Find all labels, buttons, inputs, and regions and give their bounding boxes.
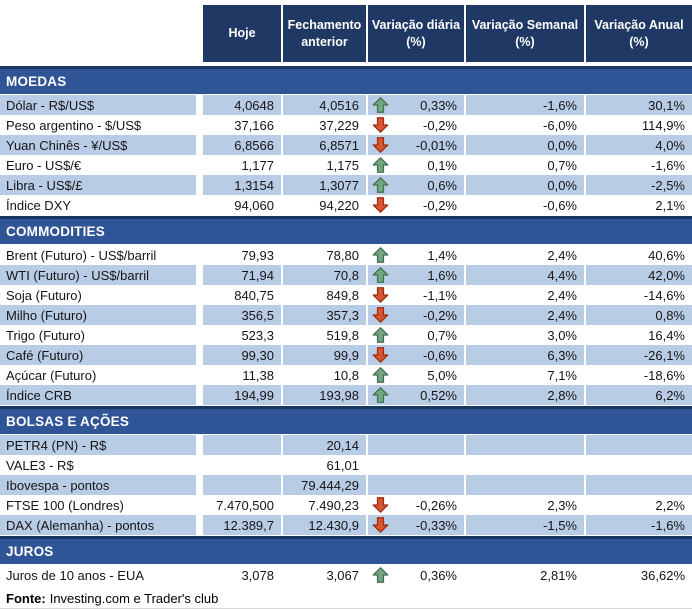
cell-variacao-anual: -1,6% xyxy=(651,157,685,173)
row-label: Juros de 10 anos - EUA xyxy=(0,565,203,585)
cell-variacao-anual: 42,0% xyxy=(586,265,692,285)
cell-hoje: 37,166 xyxy=(203,115,283,135)
variacao-diaria-value: 0,7% xyxy=(427,327,457,343)
cell-variacao-anual: 0,8% xyxy=(586,305,692,325)
cell-variacao-semanal xyxy=(466,455,586,475)
cell-fechamento-anterior: 79.444,29 xyxy=(283,475,368,495)
col-header-hoje: Hoje xyxy=(203,5,283,62)
cell-variacao-anual xyxy=(586,475,692,495)
cell-fechamento-anterior: 357,3 xyxy=(283,305,368,325)
cell-hoje: 840,75 xyxy=(203,285,283,305)
cell-fechamento-anterior: 20,14 xyxy=(283,435,368,455)
up-arrow-icon xyxy=(372,97,389,114)
table-row xyxy=(0,305,692,325)
table-row xyxy=(0,565,692,585)
up-arrow-icon xyxy=(372,327,389,344)
row-label: FTSE 100 (Londres) xyxy=(0,495,203,515)
row-label: DAX (Alemanha) - pontos xyxy=(0,515,203,535)
cell-variacao-diaria xyxy=(368,195,466,215)
cell-variacao-anual: 6,2% xyxy=(586,385,692,405)
cell-variacao-diaria xyxy=(368,245,466,265)
section-header-commodities xyxy=(0,216,692,244)
cell-fechamento-anterior: 4,0516 xyxy=(283,95,368,115)
col-header-variacao-anual: Variação Anual (%) xyxy=(586,5,692,62)
source-text: Investing.com e Trader's club xyxy=(49,590,219,606)
cell-variacao-anual: 36,62% xyxy=(640,567,685,583)
variacao-diaria-value: -0,26% xyxy=(415,497,457,513)
cell-variacao-semanal: 6,3% xyxy=(466,345,586,365)
variacao-diaria-value: -0,2% xyxy=(423,117,457,133)
section-header-bolsas-e-acoes xyxy=(0,406,692,434)
table-row xyxy=(0,285,692,305)
cell-variacao-semanal xyxy=(466,475,586,495)
table-row xyxy=(0,345,692,365)
cell-hoje: 79,93 xyxy=(203,245,283,265)
down-arrow-icon xyxy=(372,137,389,154)
cell-variacao-anual: 114,9% xyxy=(641,117,685,133)
cell-fechamento-anterior: 10,8 xyxy=(283,365,368,385)
row-label: VALE3 - R$ xyxy=(0,455,203,475)
cell-variacao-diaria xyxy=(368,455,466,475)
cell-variacao-diaria xyxy=(368,305,466,325)
cell-variacao-semanal: -1,6% xyxy=(466,95,586,115)
cell-variacao-diaria xyxy=(368,565,466,585)
table-row xyxy=(0,495,692,515)
source-note xyxy=(0,588,692,608)
variacao-diaria-value: -0,6% xyxy=(423,347,457,363)
cell-variacao-semanal: 7,1% xyxy=(466,365,586,385)
table-row xyxy=(0,175,692,195)
row-label: PETR4 (PN) - R$ xyxy=(0,435,203,455)
cell-fechamento-anterior: 193,98 xyxy=(283,385,368,405)
variacao-diaria-value: 0,1% xyxy=(427,157,457,173)
row-label: Yuan Chinês - ¥/US$ xyxy=(0,135,203,155)
cell-variacao-diaria xyxy=(368,115,466,135)
section-title: COMMODITIES xyxy=(6,224,105,239)
up-arrow-icon xyxy=(372,387,389,404)
table-row xyxy=(0,475,692,495)
down-arrow-icon xyxy=(372,307,389,324)
row-label: Libra - US$/£ xyxy=(0,175,203,195)
variacao-diaria-value: 0,33% xyxy=(420,97,457,113)
cell-variacao-semanal: 0,7% xyxy=(466,155,586,175)
up-arrow-icon xyxy=(372,567,389,584)
cell-variacao-anual: -26,1% xyxy=(586,345,692,365)
cell-hoje: 194,99 xyxy=(203,385,283,405)
cell-variacao-semanal: -1,5% xyxy=(466,515,586,535)
row-label: Índice CRB xyxy=(0,385,203,405)
section-header-moedas xyxy=(0,66,692,94)
cell-variacao-semanal: 0,0% xyxy=(466,175,586,195)
cell-variacao-anual: 16,4% xyxy=(648,327,685,343)
cell-fechamento-anterior: 99,9 xyxy=(283,345,368,365)
cell-hoje: 1,177 xyxy=(203,155,283,175)
cell-variacao-diaria xyxy=(368,475,466,495)
cell-variacao-semanal: -6,0% xyxy=(466,115,586,135)
variacao-diaria-value: 0,36% xyxy=(420,567,457,583)
cell-hoje: 7.470,500 xyxy=(203,495,283,515)
cell-fechamento-anterior: 1,3077 xyxy=(283,175,368,195)
col-header-variacao-diaria: Variação diária (%) xyxy=(368,5,466,62)
table-row xyxy=(0,435,692,455)
cell-hoje: 94,060 xyxy=(203,195,283,215)
cell-variacao-anual: 30,1% xyxy=(586,95,692,115)
table-row xyxy=(0,135,692,155)
variacao-diaria-value: 0,6% xyxy=(427,177,457,193)
cell-variacao-diaria xyxy=(368,515,466,535)
row-label: Trigo (Futuro) xyxy=(0,325,203,345)
cell-fechamento-anterior: 70,8 xyxy=(283,265,368,285)
cell-variacao-semanal: 2,8% xyxy=(466,385,586,405)
cell-variacao-semanal: 2,4% xyxy=(466,285,586,305)
table-row xyxy=(0,155,692,175)
table-row xyxy=(0,385,692,405)
up-arrow-icon xyxy=(372,367,389,384)
cell-hoje: 523,3 xyxy=(203,325,283,345)
cell-hoje: 71,94 xyxy=(203,265,283,285)
up-arrow-icon xyxy=(372,247,389,264)
cell-variacao-semanal: 2,4% xyxy=(466,305,586,325)
cell-hoje: 3,078 xyxy=(203,565,283,585)
cell-variacao-anual: 2,2% xyxy=(655,497,685,513)
cell-hoje: 11,38 xyxy=(203,365,283,385)
variacao-diaria-value: -0,2% xyxy=(423,197,457,213)
cell-variacao-diaria xyxy=(368,435,466,455)
cell-variacao-diaria xyxy=(368,365,466,385)
col-header-fechamento: Fechamento anterior xyxy=(283,5,368,62)
row-label: WTI (Futuro) - US$/barril xyxy=(0,265,203,285)
down-arrow-icon xyxy=(372,117,389,134)
cell-fechamento-anterior: 849,8 xyxy=(283,285,368,305)
up-arrow-icon xyxy=(372,267,389,284)
variacao-diaria-value: -0,01% xyxy=(415,137,457,153)
col-header-variacao-semanal: Variação Semanal (%) xyxy=(466,5,586,62)
section-title: MOEDAS xyxy=(6,74,67,89)
up-arrow-icon xyxy=(372,157,389,174)
table-row xyxy=(0,365,692,385)
cell-variacao-diaria xyxy=(368,325,466,345)
cell-hoje xyxy=(203,475,283,495)
variacao-diaria-value: -0,2% xyxy=(423,307,457,323)
up-arrow-icon xyxy=(372,177,389,194)
cell-variacao-diaria xyxy=(368,175,466,195)
cell-variacao-diaria xyxy=(368,495,466,515)
cell-fechamento-anterior: 6,8571 xyxy=(283,135,368,155)
cell-fechamento-anterior: 94,220 xyxy=(283,195,368,215)
section-header-juros xyxy=(0,536,692,564)
cell-fechamento-anterior: 37,229 xyxy=(283,115,368,135)
cell-variacao-anual: -1,6% xyxy=(586,515,692,535)
row-label: Soja (Futuro) xyxy=(0,285,203,305)
cell-fechamento-anterior: 3,067 xyxy=(283,565,368,585)
cell-variacao-semanal xyxy=(466,435,586,455)
variacao-diaria-value: 5,0% xyxy=(427,367,457,383)
cell-variacao-anual: 4,0% xyxy=(586,135,692,155)
down-arrow-icon xyxy=(372,197,389,214)
cell-variacao-semanal: 3,0% xyxy=(466,325,586,345)
table-body xyxy=(0,66,692,585)
cell-fechamento-anterior: 519,8 xyxy=(283,325,368,345)
table-row xyxy=(0,195,692,215)
cell-variacao-semanal: 2,3% xyxy=(466,495,586,515)
row-label: Açúcar (Futuro) xyxy=(0,365,203,385)
cell-variacao-semanal: 4,4% xyxy=(466,265,586,285)
cell-hoje xyxy=(203,435,283,455)
cell-variacao-anual: 40,6% xyxy=(648,247,685,263)
table-row xyxy=(0,115,692,135)
row-label: Milho (Futuro) xyxy=(0,305,203,325)
cell-variacao-diaria xyxy=(368,385,466,405)
table-row xyxy=(0,515,692,535)
down-arrow-icon xyxy=(372,497,389,514)
table-row xyxy=(0,245,692,265)
cell-fechamento-anterior: 12.430,9 xyxy=(283,515,368,535)
variacao-diaria-value: 1,6% xyxy=(427,267,457,283)
table-row xyxy=(0,325,692,345)
cell-variacao-semanal: 2,4% xyxy=(466,245,586,265)
cell-hoje: 4,0648 xyxy=(203,95,283,115)
cell-variacao-anual: -14,6% xyxy=(643,287,685,303)
cell-fechamento-anterior: 61,01 xyxy=(283,455,368,475)
cell-variacao-diaria xyxy=(368,95,466,115)
cell-hoje: 6,8566 xyxy=(203,135,283,155)
cell-fechamento-anterior: 7.490,23 xyxy=(283,495,368,515)
variacao-diaria-value: -0,33% xyxy=(415,517,457,533)
down-arrow-icon xyxy=(372,287,389,304)
table-row xyxy=(0,455,692,475)
cell-fechamento-anterior: 78,80 xyxy=(283,245,368,265)
table-header xyxy=(203,5,692,62)
cell-variacao-semanal: 2,81% xyxy=(466,565,586,585)
cell-variacao-diaria xyxy=(368,265,466,285)
cell-variacao-diaria xyxy=(368,155,466,175)
table-row xyxy=(0,95,692,115)
cell-variacao-anual xyxy=(586,455,692,475)
cell-hoje: 356,5 xyxy=(203,305,283,325)
row-label: Euro - US$/€ xyxy=(0,155,203,175)
variacao-diaria-value: 0,52% xyxy=(420,387,457,403)
cell-hoje xyxy=(203,455,283,475)
section-title: BOLSAS E AÇÕES xyxy=(6,414,130,429)
cell-variacao-semanal: 0,0% xyxy=(466,135,586,155)
section-title: JUROS xyxy=(6,544,54,559)
cell-variacao-semanal: -0,6% xyxy=(466,195,586,215)
cell-variacao-anual: -2,5% xyxy=(586,175,692,195)
variacao-diaria-value: 1,4% xyxy=(427,247,457,263)
row-label: Café (Futuro) xyxy=(0,345,203,365)
cell-variacao-anual xyxy=(586,435,692,455)
row-label: Índice DXY xyxy=(0,195,203,215)
source-label: Fonte: xyxy=(6,590,46,606)
row-label: Peso argentino - $/US$ xyxy=(0,115,203,135)
cell-variacao-diaria xyxy=(368,345,466,365)
cell-variacao-anual: 2,1% xyxy=(655,197,685,213)
cell-variacao-anual: -18,6% xyxy=(643,367,685,383)
table-row xyxy=(0,265,692,285)
cell-variacao-diaria xyxy=(368,285,466,305)
row-label: Ibovespa - pontos xyxy=(0,475,203,495)
cell-variacao-diaria xyxy=(368,135,466,155)
row-label: Dólar - R$/US$ xyxy=(0,95,203,115)
down-arrow-icon xyxy=(372,347,389,364)
cell-fechamento-anterior: 1,175 xyxy=(283,155,368,175)
row-label: Brent (Futuro) - US$/barril xyxy=(0,245,203,265)
down-arrow-icon xyxy=(372,517,389,534)
cell-hoje: 99,30 xyxy=(203,345,283,365)
cell-hoje: 1,3154 xyxy=(203,175,283,195)
variacao-diaria-value: -1,1% xyxy=(423,287,457,303)
cell-hoje: 12.389,7 xyxy=(203,515,283,535)
